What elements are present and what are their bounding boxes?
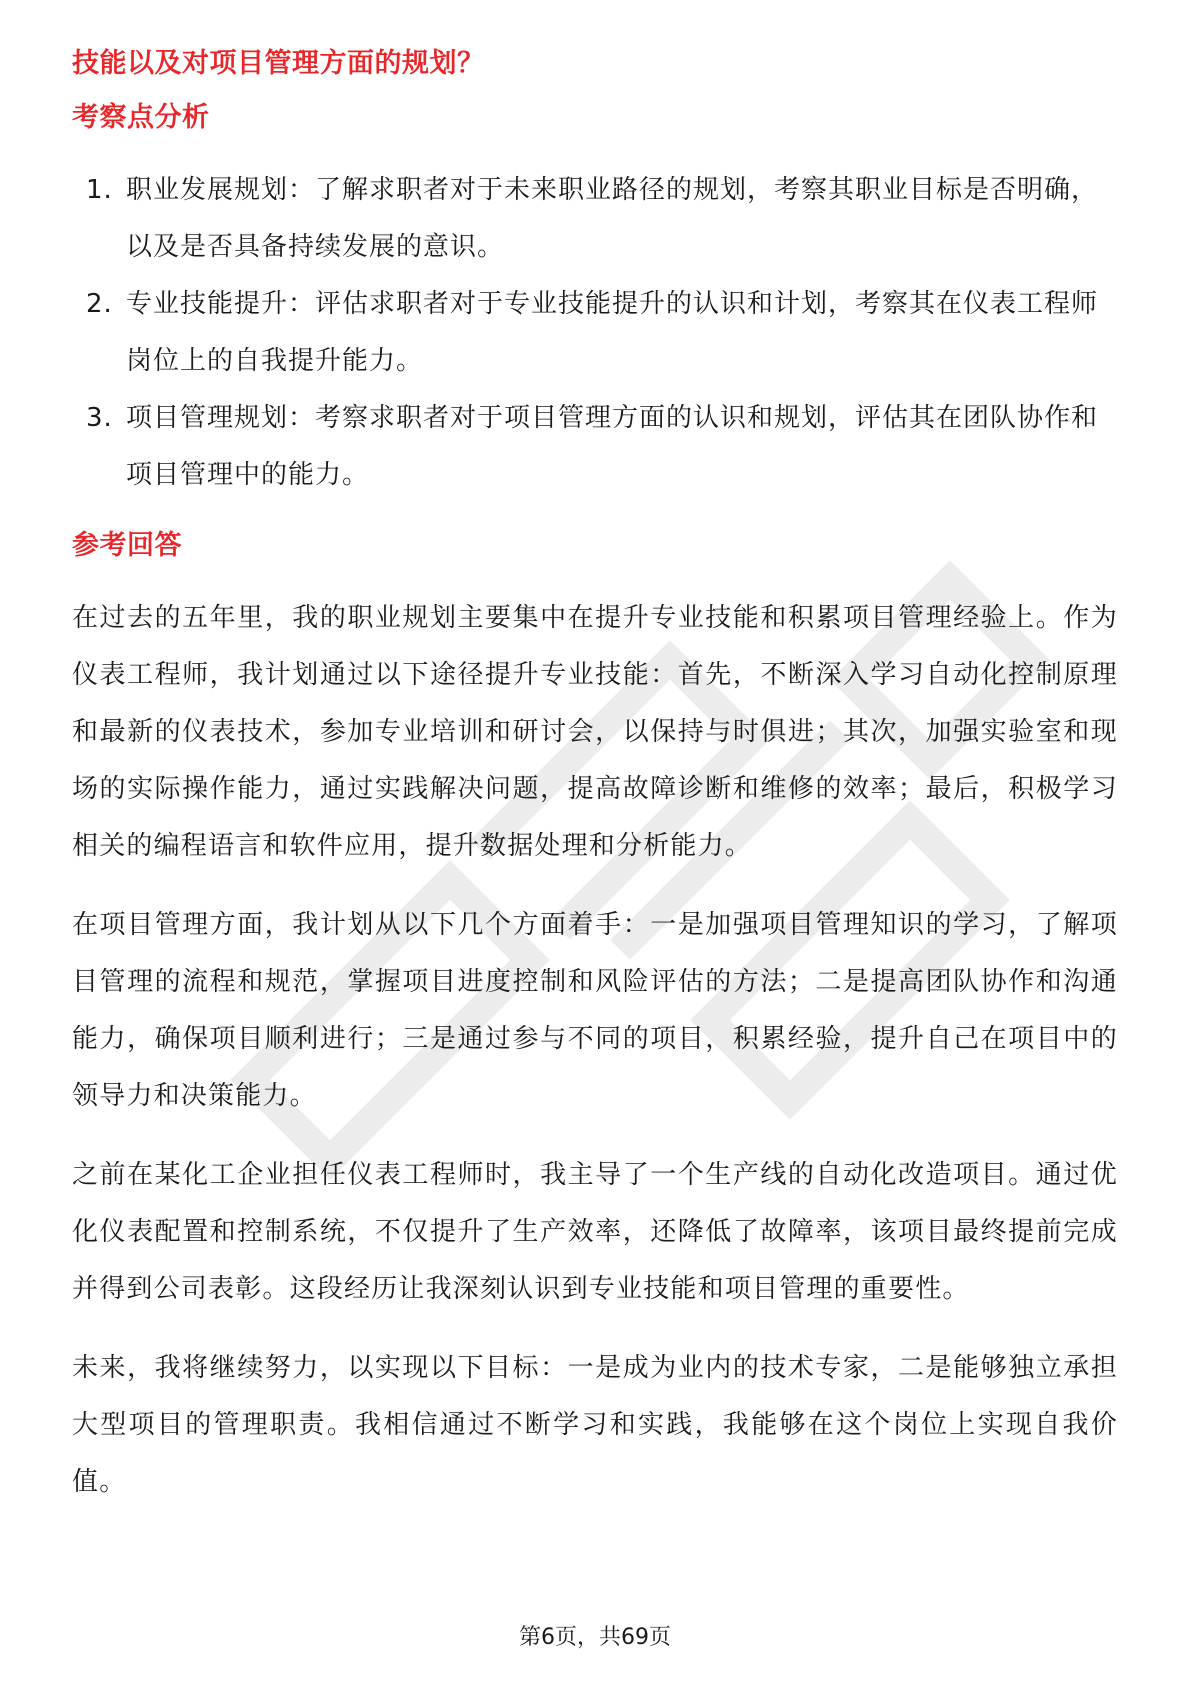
analysis-item-text: 专业技能提升：评估求职者对于专业技能提升的认识和计划，考察其在仪表工程师岗位上的自我提升能力。 xyxy=(126,289,1099,376)
analysis-item xyxy=(72,276,1118,390)
answer-paragraph: 未来，我将继续努力，以实现以下目标：一是成为业内的技术专家，二是能够独立承担大型项目的管理职责。我相信通过不断学习和实践，我能够在这个岗位上实现自我价值。 xyxy=(72,1353,1118,1497)
answer-paragraph: 在过去的五年里，我的职业规划主要集中在提升专业技能和积累项目管理经验上。作为仪表工程师，我计划通过以下途径提升专业技能：首先，不断深入学习自动化控制原理和最新的仪表技术，参加专业培训和研讨会，以保持与时俱进；其次，加强实验室和现场的实际操作能力，通过实践解决问题，提高故障诊断和维修的效率；最后，积极学习相关的编程语言和软件应用，提升数据处理和分析能力。 xyxy=(72,603,1118,861)
analysis-item-number: 2. xyxy=(86,289,113,319)
analysis-list xyxy=(72,162,1118,504)
document-page xyxy=(72,42,1118,1511)
question-title: 技能以及对项目管理方面的规划？ xyxy=(72,48,485,79)
page-footer: 第6页，共69页 xyxy=(519,1625,671,1650)
analysis-heading: 考察点分析 xyxy=(72,102,210,133)
analysis-item-number: 1. xyxy=(86,175,113,205)
answer-paragraph: 在项目管理方面，我计划从以下几个方面着手：一是加强项目管理知识的学习，了解项目管理的流程和规范，掌握项目进度控制和风险评估的方法；二是提高团队协作和沟通能力，确保项目顺利进行；三是通过参与不同的项目，积累经验，提升自己在项目中的领导力和决策能力。 xyxy=(72,910,1118,1111)
answer-heading: 参考回答 xyxy=(72,530,182,561)
answer-paragraph: 之前在某化工企业担任仪表工程师时，我主导了一个生产线的自动化改造项目。通过优化仪表配置和控制系统，不仅提升了生产效率，还降低了故障率，该项目最终提前完成并得到公司表彰。这段经历让我深刻认识到专业技能和项目管理的重要性。 xyxy=(72,1160,1118,1304)
analysis-item-text: 职业发展规划：了解求职者对于未来职业路径的规划，考察其职业目标是否明确，以及是否具备持续发展的意识。 xyxy=(126,175,1099,262)
analysis-item-number: 3. xyxy=(86,403,113,433)
analysis-item-text: 项目管理规划：考察求职者对于项目管理方面的认识和规划，评估其在团队协作和项目管理中的能力。 xyxy=(126,403,1099,490)
analysis-item xyxy=(72,390,1118,504)
analysis-item xyxy=(72,162,1118,276)
